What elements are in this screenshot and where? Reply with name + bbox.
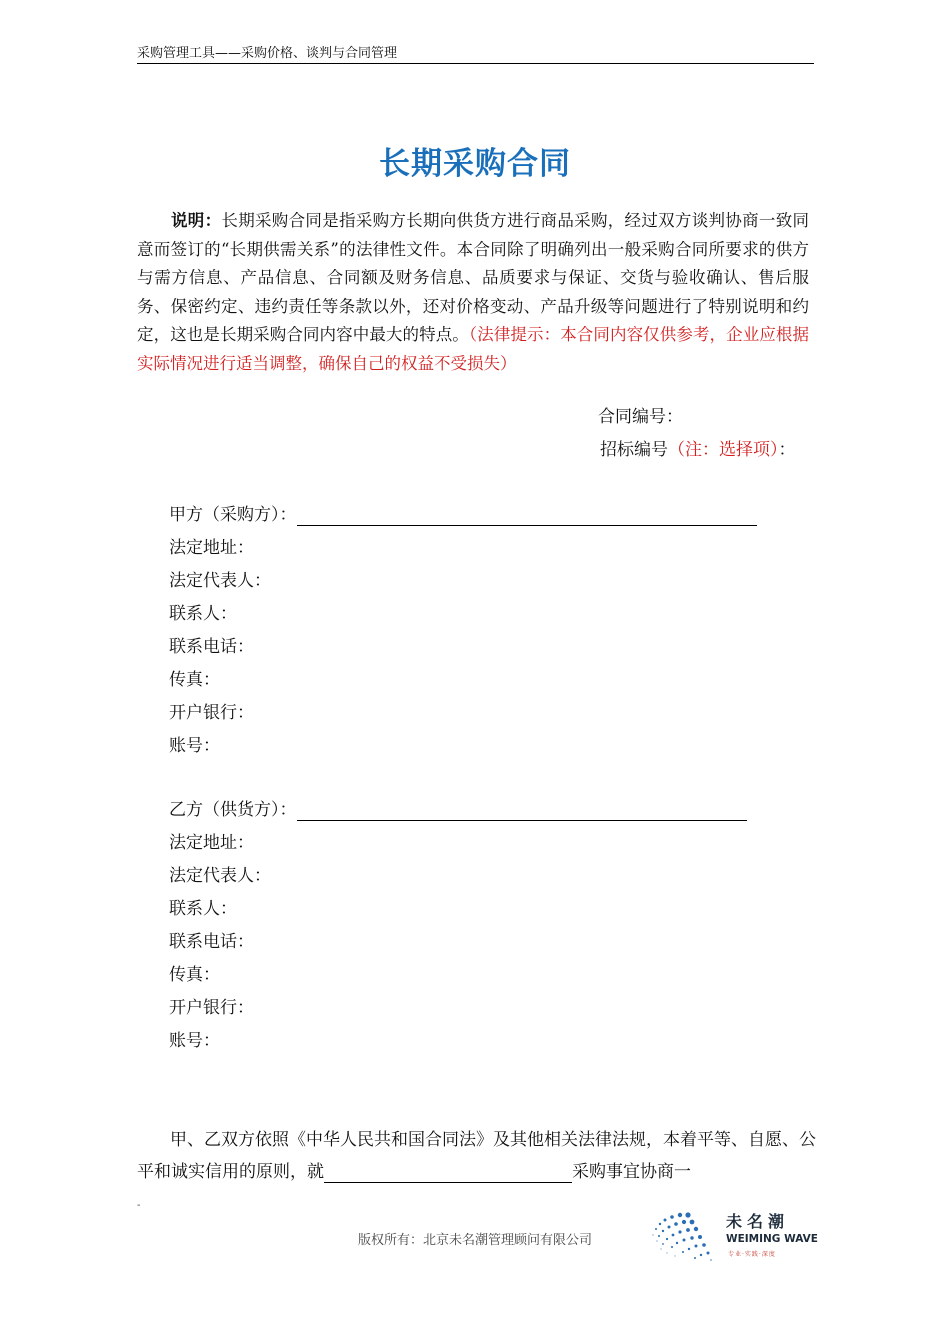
- document-title: 长期采购合同: [379, 146, 571, 182]
- purchase-subject-blank[interactable]: [324, 1160, 572, 1183]
- party-a-field: 账号：: [169, 736, 220, 756]
- party-b-block: [169, 794, 747, 1058]
- party-a-field: 联系人：: [169, 604, 237, 624]
- party-a-field: 法定代表人：: [169, 571, 271, 591]
- logo-tagline: 专业·实践·深度: [728, 1251, 776, 1258]
- wave-logo-icon: [648, 1205, 728, 1265]
- party-b-field: 法定代表人：: [169, 866, 271, 886]
- tender-number: [600, 437, 796, 463]
- agreement-text-2: 采购事宜协商一: [572, 1162, 691, 1182]
- party-a-block: [169, 499, 757, 763]
- party-a-title-row: [169, 499, 757, 532]
- page-marker: -: [137, 1200, 141, 1211]
- logo-english-name: WEIMING WAVE: [726, 1233, 818, 1245]
- tender-number-colon: ：: [778, 440, 796, 460]
- party-b-field: 传真：: [169, 965, 220, 985]
- party-a-field: 开户银行：: [169, 703, 254, 723]
- page-header: 采购管理工具——采购价格、谈判与合同管理: [137, 45, 814, 64]
- contract-number-label: 合同编号：: [598, 407, 683, 427]
- intro-label: 说明：: [171, 211, 222, 230]
- logo-chinese-name: 未名潮: [726, 1212, 790, 1231]
- party-b-name-blank[interactable]: [297, 798, 747, 821]
- footer-copyright: 版权所有：北京未名潮管理顾问有限公司: [357, 1233, 592, 1248]
- party-a-field: 法定地址：: [169, 538, 254, 558]
- party-b-title-row: [169, 794, 747, 827]
- party-b-field: 联系电话：: [169, 932, 254, 952]
- party-b-field: 账号：: [169, 1031, 220, 1051]
- legal-note: （法律提示：本合同内容仅供参考，企业应根据实际情况进行适当调整，确保自己的权益不受损失）: [137, 325, 809, 373]
- intro-paragraph: [137, 207, 809, 379]
- agreement-text-1: 甲、乙双方依照《中华人民共和国合同法》及其他相关法律法规，本着平等、自愿、公平和诚实信用的原则，就: [137, 1130, 816, 1182]
- agreement-paragraph: [137, 1124, 827, 1188]
- tender-number-note: （注：选择项）: [668, 440, 779, 460]
- party-b-field: 联系人：: [169, 899, 237, 919]
- party-b-field: 开户银行：: [169, 998, 254, 1018]
- party-a-name-blank[interactable]: [297, 503, 757, 526]
- tender-number-label: 招标编号: [600, 440, 668, 460]
- party-a-title: 甲方（采购方）：: [169, 505, 297, 525]
- party-b-field: 法定地址：: [169, 833, 254, 853]
- company-logo: [648, 1205, 818, 1265]
- party-a-field: 联系电话：: [169, 637, 254, 657]
- party-a-field: 传真：: [169, 670, 220, 690]
- party-b-title: 乙方（供货方）：: [169, 800, 297, 820]
- intro-body: 长期采购合同是指采购方长期向供货方进行商品采购，经过双方谈判协商一致同意而签订的“长期供需关系”的法律性文件。本合同除了明确列出一般采购合同所要求的供方与需方信息、产品信息、合同额及财务信息、品质要求与保证、交货与验收确认、售后服务、保密约定、违约责任等条款以外，还对价格变动、产品升级等问题进行了特别说明和约定，这也是长期采购合同内容中最大的特点。: [137, 211, 810, 345]
